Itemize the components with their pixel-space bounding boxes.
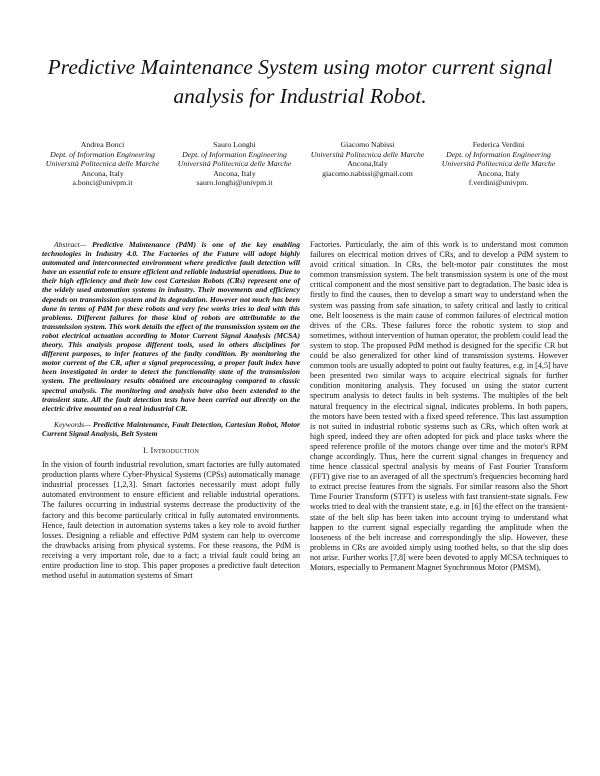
author-email: f.verdini@univpm. [468, 178, 529, 188]
author-email: giacomo.nabissi@gmail.com [322, 168, 413, 178]
author-email: sauro.longhi@univpm.it [196, 178, 273, 188]
abstract-text: Predictive Maintenance (PdM) is one of the key enabling technologies in Industry 4.0. The Factories of the Future will adopt highly automated and interconnected environment where predictive fault detection will have an essential role to ensure efficient and reliable industrial operations. Due to their high efficiency and their low cost Cartesian Robots (CRs) represent one of the widely used automation systems in industry. Their movements and efficiency depends on transmission system and its degradation. However not much has been done in terms of PdM for these robots and very few works tries to deal with this problems. Different failures for those kind of robots are attributable to the transmission system. This work details the effect of the transmission system on the robot electrical actuation according to Motor Current Signal Analysis (MCSA) theory. This analysis propose different tools, used in others disciplines for different purposes, to infer features of the faulty condition. By monitoring the motor current of the CR, after a signal preprocessing, a proper fault index have been investigated in order to detect the functionality state of the transmission system. The preliminary results obtained are encouraging compared to classic spectral analysis. The monitoring and analysis have also been extended to the transient state. All the fault detection tests have been carried out directly on the electric drive mounted on a real industrial CR. [42, 240, 300, 413]
author-block [0, 140, 600, 204]
author-4 [436, 140, 561, 188]
keywords-text: Predictive Maintenance, Fault Detection, Cartesian Robot, Motor Current Signal Analysis, Belt System [42, 419, 300, 438]
author-location: Ancona, Italy [477, 168, 520, 178]
author-affiliation: Dept. of Information Engineering Università Politecnica delle Marche [45, 149, 160, 169]
abstract [42, 240, 300, 413]
author-email: a.bonci@univpm.it [72, 178, 133, 188]
author-name: Federica Verdini [472, 140, 525, 149]
author-name: Sauro Longhi [213, 140, 256, 149]
author-affiliation: Dept. of Information Engineering Università Politecnica delle Marche [441, 149, 556, 169]
abstract-label: Abstract— [54, 240, 93, 249]
right-column [310, 240, 568, 573]
author-name: Andrea Bonci [80, 140, 125, 149]
intro-paragraph-right: Factories. Particularly, the aim of this work is to understand most common failures on electrical motion drives of CRs, and to develop a PdM system to avoid critical situation. In CRs, the belt-motor pair constitutes the most common transmission system. The belt transmission system is one of the most critical component and the most sensitive part to degradation. The basic idea is firstly to find the causes, then to develop a smart way to understand when the system was passing from safe situation, to safety critical and lastly to critical one. Belt looseness is the main cause of common failures of electrical motion drives of the CRs. These failures force the robotic system to stop and sometimes, without intervention of human operator, the problem could lead the system to stop. The proposed PdM method is designed for the specific CR but could be also generalized for other kind of transmission systems. However common tools are usually adopted to point out faulty features, e.g. in [4,5] have been presented two similar ways to acquire electrical signals for further condition monitoring analysis. They focused on using the stator current spectrum analysis to detect faults in belt systems. The multiples of the belt natural frequency in the electrical signal, indicates problems. In both papers, the motors have been tested with a fixed speed reference. This last assumption is not suited in industrial robotic systems such as CRs, which often work at high speed, indeed they are often adopted for pick and place tasks where the speed reference profile of the motors change over time and the motor's RPM change accordingly. Thus, here the current signal changes in frequency and time hence classical spectral analysis by means of Fast Fourier Transform (FFT) give rise to an averaged of all the spectrum's frequencies becoming hard to extract precise features from the signals. For similar reasons also the Short Time Fourier Transform (STFT) is useless with fast transient-state signals. Few works tried to deal with the transient state, e.g. in [6] the effect on the transient-state of the belt slip has been taken into account trying to understand what happen to the current signal especially regarding the amplitude when the looseness of the belt increase and correspondingly the slip. However, these problems in CRs are avoided simply using toothed belts, so that the slip does not arise. Further works [7,8] were been devoted to apply MCSA techniques to Motors, especially to Permanent Magnet Synchronous Motor (PMSM), [310, 240, 568, 572]
author-1 [40, 140, 165, 188]
author-location: Ancona, Italy [81, 168, 124, 178]
author-name: Giacomo Nabissi [340, 140, 395, 149]
author-location: Ancona,Italy [347, 159, 388, 169]
left-column [42, 240, 300, 581]
author-location: Ancona, Italy [213, 168, 256, 178]
keywords [42, 420, 300, 438]
author-3 [305, 140, 430, 178]
intro-paragraph-left: In the vision of fourth industrial revolution, smart factories are fully automated production plants where Cyber-Physical Systems (CPSs) automatically manage industrial processes [1,2,3]. Smart factories necessarily must adopt fully automated environment to ensure efficient and reliable industrial operations. The failures occurring in industrial systems decrease the productivity of the factory and this become particularly critical in fully automated environments. Hence, fault detection in automation systems takes a key role to avoid further losses. Designing a reliable and effective PdM system can help to overcome the drawbacks arising from physical systems. For these reasons, the PdM is receiving a very important role, due to a fact; a trivial fault could bring an entire production line to stop. This paper proposes a predictive fault detection method useful in automation systems of Smart [42, 460, 300, 581]
author-2 [172, 140, 297, 188]
author-affiliation: Dept. of Information Engineering Università Politecnica delle Marche [177, 149, 292, 169]
author-affiliation: Università Politecnica delle Marche [310, 149, 425, 159]
keywords-label: Keywords— [54, 419, 94, 429]
section-heading: I. Introduction [142, 445, 199, 455]
paper-title: Predictive Maintenance System using motor current signal analysis for Industrial Robot. [47, 55, 553, 108]
